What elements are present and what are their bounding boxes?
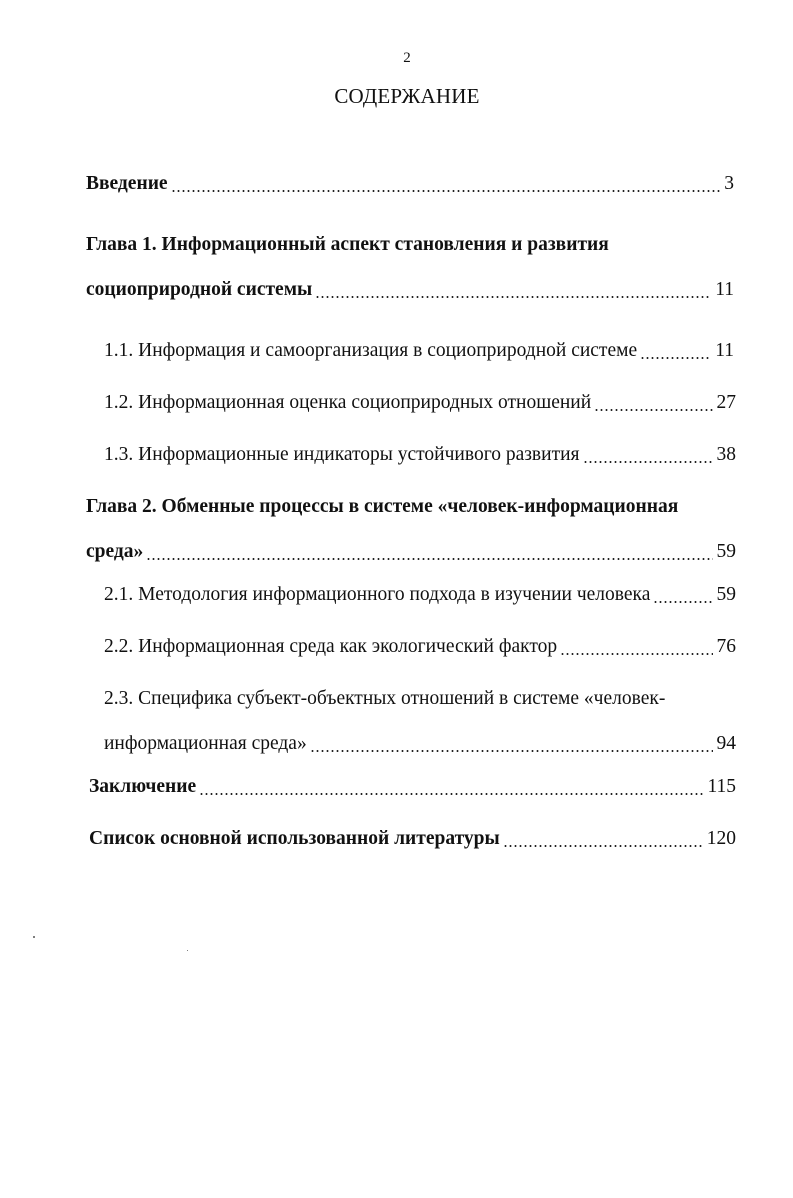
toc-chapter-entry [89,825,736,853]
toc-entry-title: Заключение [89,776,197,797]
toc-section-entry [104,337,734,365]
dot-leader [560,653,712,655]
toc-section-entry [104,441,736,469]
toc-entry-title: среда» [86,541,144,562]
dot-leader [310,750,713,752]
toc-page-number: 115 [707,776,736,797]
dot-leader [503,845,703,847]
toc-page-number: 11 [715,340,734,361]
toc-chapter-entry [86,231,734,304]
scan-speck [33,936,35,938]
toc-entry-title: 1.1. Информация и самоорганизация в социоприродной системе [104,340,638,361]
toc-entry-title-line: Глава 2. Обменные процессы в системе «человек-информационная [86,496,679,517]
toc-section-entry [104,633,736,661]
toc-entry-title: 1.2. Информационная оценка социоприродных отношений [104,392,592,413]
toc-entry-title-line: Глава 1. Информационный аспект становления и развития [86,234,609,255]
toc-entry-title: социоприродной системы [86,279,313,300]
toc-page-number: 11 [715,279,734,300]
toc-entry-title: информационная среда» [104,733,307,754]
scan-speck [187,950,188,951]
toc-page-number: 76 [716,636,736,657]
toc-entry-title: Введение [86,173,168,194]
toc-page-number: 27 [716,392,736,413]
dot-leader [594,409,712,411]
toc-page-number: 59 [716,584,736,605]
dot-leader [653,601,712,603]
dot-leader [583,461,713,463]
dot-leader [199,793,703,795]
dot-leader [315,296,711,298]
dot-leader [171,190,721,192]
toc-entry-title: 2.2. Информационная среда как экологический фактор [104,636,558,657]
toc-page-number: 3 [724,173,734,194]
page-title: СОДЕРЖАНИЕ [334,84,480,108]
toc-section-entry [104,581,736,609]
toc-section-entry [104,685,736,758]
toc-page-number: 120 [706,828,736,849]
toc-entry-title-line: 2.3. Специфика субъект-объектных отношений в системе «человек- [104,688,666,709]
toc-chapter-entry [89,773,736,801]
dot-leader [146,558,712,560]
toc-entry-title: 2.1. Методология информационного подхода в изучении человека [104,584,651,605]
toc-chapter-entry [86,493,736,566]
toc-page-number: 38 [716,444,736,465]
toc-entry-title: 1.3. Информационные индикаторы устойчивого развития [104,444,580,465]
toc-entry-title: Список основной использованной литературы [89,828,500,849]
page-number: 2 [403,50,411,66]
toc-chapter-entry [86,170,734,198]
toc-page-number: 59 [716,541,736,562]
dot-leader [640,357,711,359]
toc-page-number: 94 [716,733,736,754]
toc-section-entry [104,389,736,417]
